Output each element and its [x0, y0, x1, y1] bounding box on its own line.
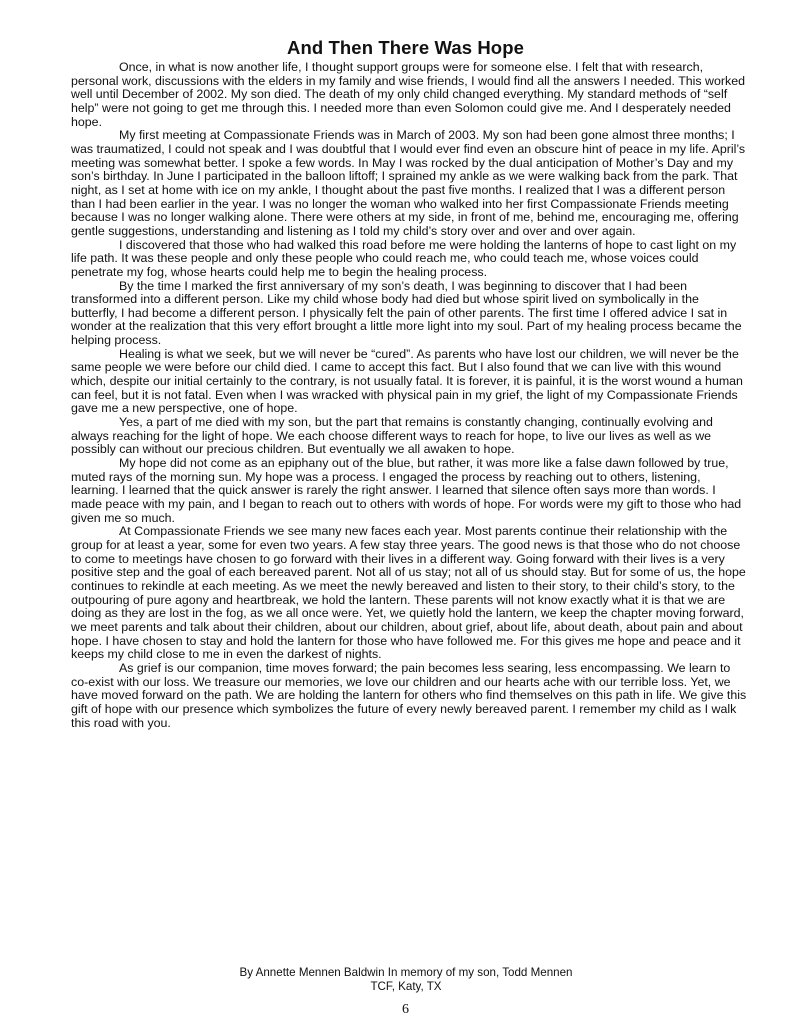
page-number: 6	[402, 1002, 409, 1017]
article-title: And Then There Was Hope	[287, 37, 524, 58]
paragraph: At Compassionate Friends we see many new faces each year. Most parents continue their relationship with the group for at least a year, some for even two years. A few stay three years. The good news is that those who do not choose to come to meetings have chosen to go forward with their lives in a different way. Going forward with their lives is a very positive step and the goal of each bereaved parent. Not all of us stay; not all of us should stay. But for some of us, the hope continues to rekindle at each meeting. As we meet the newly bereaved and listen to their story, to their child’s story, to the outpouring of pure agony and heartbreak, we hold the lantern. These parents will not know exactly what it is that we are doing as they are lost in the fog, as we all once were. Yet, we quietly hold the lantern, we keep the chapter moving forward, we meet parents and talk about their children, about our children, about grief, about life, about death, about pain and about hope. I have chosen to stay and hold the lantern for those who have followed me. For this gives me hope and peace and it keeps my child close to me in even the darkest of nights.	[71, 524, 746, 662]
paragraph: My first meeting at Compassionate Friends was in March of 2003. My son had been gone almost three months; I was traumatized, I could not speak and I was doubtful that I would ever find even an obscure hint of peace in my life. April’s meeting was somewhat better. I spoke a few words. In May I was rocked by the dual anticipation of Mother’s Day and my son’s birthday. In June I participated in the balloon liftoff; I sprained my ankle as we were walking back from the park. That night, as I set at home with ice on my ankle, I thought about the past five months. I realized that I was a different person than I had been earlier in the year. I was no longer the woman who walked into her first Compassionate Friends meeting because I was no longer walking alone. There were others at my side, in front of me, behind me, encouraging me, offering gentle suggestions, understanding and listening as I told my child’s story over and over and over again.	[71, 128, 746, 238]
paragraph: By the time I marked the first anniversary of my son’s death, I was beginning to discover that I had been transformed into a different person. Like my child whose body had died but whose spirit lived on symbolically in the butterfly, I had become a different person. I physically felt the pain of other parents. The first time I offered advice I sat in wonder at the realization that this very effort brought a little more light into my soul. Part of my healing process became the helping process.	[71, 278, 742, 348]
byline-author: By Annette Mennen Baldwin In memory of my son, Todd Mennen	[239, 966, 573, 979]
paragraph: Once, in what is now another life, I thought support groups were for someone else. I felt that with research, personal work, discussions with the elders in my family and wise friends, I would find all the answers I needed. This worked well until December of 2002. My son died. The death of my only child changed everything. My standard methods of “self help” were not going to get me through this. I needed more than even Solomon could give me. And I desperately needed hope.	[71, 60, 746, 129]
paragraph: As grief is our companion, time moves forward; the pain becomes less searing, less encompassing. We learn to co-exist with our loss. We treasure our memories, we love our children and our hearts ache with our terrible loss. Yet, we have moved forward on the path. We are holding the lantern for others who find themselves on this path in life. We give this gift of hope with our presence which symbolizes the future of every newly bereaved parent. I remember my child as I walk this road with you.	[71, 660, 747, 730]
paragraph: My hope did not come as an epiphany out of the blue, but rather, it was more like a false dawn followed by true, muted rays of the morning sun. My hope was a process. I engaged the process by reaching out to others, listening, learning. I learned that the quick answer is rarely the right answer. I learned that silence often says more than words. I made peace with my pain, and I began to reach out to others with words of hope. For words were my gift to those who had given me so much.	[71, 456, 742, 525]
paragraph: Healing is what we seek, but we will never be “cured”. As parents who have lost our children, we will never be the same people we were before our child died. I came to accept this fact. But I also found that we can live with this wound which, despite our initial certainly to the contrary, is not usually fatal. It is forever, it is painful, it is the worst wound a human can feel, but it is not fatal. Even when I was wracked with physical pain in my grief, the light of my Compassionate Friends gave me a new perspective, one of hope.	[71, 346, 743, 416]
byline-location: TCF, Katy, TX	[370, 980, 442, 993]
article-body	[71, 61, 747, 730]
paragraph: Yes, a part of me died with my son, but the part that remains is constantly changing, continually evolving and always reaching for the light of hope. We each choose different ways to reach for hope, to live our lives as well as we possibly can without our precious children. But eventually we all awaken to hope.	[71, 415, 713, 457]
byline	[140, 966, 672, 994]
paragraph: I discovered that those who had walked this road before me were holding the lanterns of hope to cast light on my life path. It was these people and only these people who could reach me, who could teach me, whose voices could penetrate my fog, whose hearts could help me to begin the healing process.	[71, 237, 737, 279]
